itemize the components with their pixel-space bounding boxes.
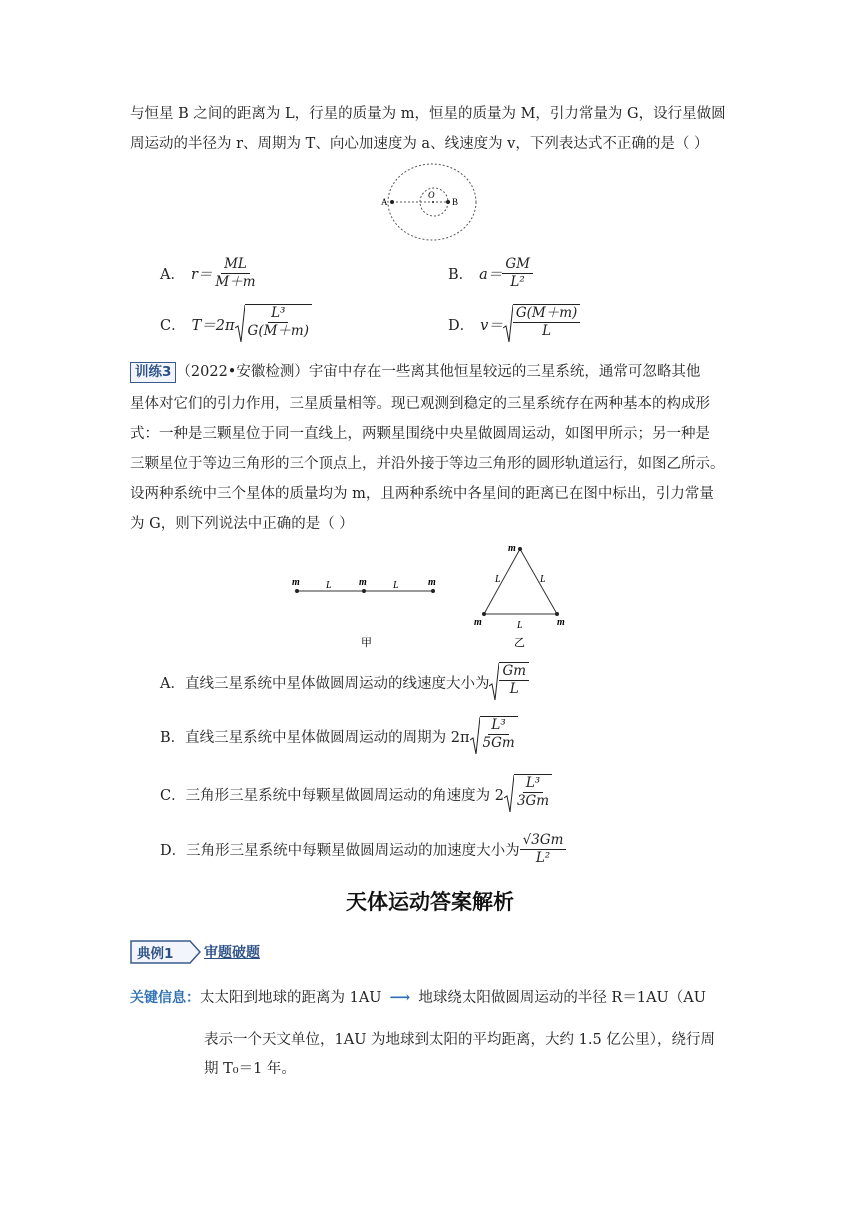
fraction [212,256,258,291]
numerator: Gm [499,663,529,681]
mass-label: m [359,577,367,588]
caption-yi: 乙 [514,636,525,649]
option-c [160,304,312,344]
option-b [160,716,518,756]
mass-label: m [557,617,565,628]
paragraph-line: 期 T₀＝1 年。 [204,1061,296,1077]
mass-label: m [292,577,300,588]
option-d [448,304,580,344]
numerator: ML [221,256,250,274]
denominator: G(M＋m) [247,323,309,339]
option-lhs: T＝2π [191,317,235,334]
training-badge: 训练3 [130,362,176,383]
square-root [470,716,518,756]
length-label: L [517,620,523,631]
option-lhs: r＝ [190,267,213,283]
label-o: O [428,190,435,200]
example-header [130,940,260,964]
denominator: 5Gm [482,735,515,751]
square-root [235,304,312,344]
option-d [160,832,566,867]
key-info-line [130,988,706,1008]
numerator: L³ [523,775,543,793]
numerator: G(M＋m) [513,305,580,323]
numerator: √3Gm [520,832,567,850]
key-info-text: 地球绕太阳做圆周运动的半径 R＝1AU（AU [418,990,706,1006]
option-b [448,256,533,291]
fraction [502,256,533,291]
denominator: M＋m [215,274,256,290]
paragraph-line: 式：一种是三颗星位于同一直线上，两颗星围绕中央星做圆周运动，如图甲所示；另一种是 [130,426,710,442]
denominator: L [542,323,552,339]
denominator: L² [535,850,551,866]
length-label: L [540,574,546,585]
square-root [489,662,529,702]
length-label: L [495,574,501,585]
three-star-diagram [286,540,576,652]
numerator: L³ [268,305,288,323]
option-label: D． [448,317,475,334]
mass-label: m [508,543,516,554]
section-title: 天体运动答案解析 [346,890,514,914]
paragraph-line: 星体对它们的引力作用，三星质量相等。现已观测到稳定的三星系统存在两种基本的构成形 [130,396,710,412]
key-info-text: 太太阳到地球的距离为 1AU [200,990,382,1006]
option-text: D．三角形三星系统中每颗星做圆周运动的加速度大小为 [160,843,520,859]
denominator: L [509,681,519,697]
paragraph-line: 为 G，则下列说法中正确的是（ ） [130,516,354,532]
badge-label: 典例1 [137,946,174,962]
paragraph-line [130,362,700,383]
example-badge [130,940,202,964]
option-a [160,256,259,291]
paragraph-line: 周运动的半径为 r、周期为 T、向心加速度为 a、线速度为 v，下列表达式不正确的是（ ） [130,136,709,152]
option-label: C． [160,317,186,334]
option-text: C．三角形三星系统中每颗星做圆周运动的角速度为 2 [160,787,504,804]
key-info-label: 关键信息： [130,990,200,1006]
denominator: L² [510,274,525,290]
square-root [504,774,552,814]
option-label: A． [160,267,185,283]
numerator: L³ [488,717,508,735]
length-label: L [326,580,332,591]
denominator: 3Gm [516,793,550,809]
fraction [520,832,567,867]
option-a [160,662,529,702]
length-label: L [393,580,399,591]
numerator: GM [502,256,533,274]
mass-label: m [474,617,482,628]
label-a: A [381,197,388,207]
option-lhs: a＝ [479,267,503,283]
paragraph-line: 与恒星 B 之间的距离为 L，行星的质量为 m，恒星的质量为 M，引力常量为 G，设行星做圆 [130,106,726,122]
square-root [503,304,580,344]
option-text: A．直线三星系统中星体做圆周运动的线速度大小为 [160,675,490,692]
example-subtitle: 审题破题 [204,945,260,961]
mass-label: m [428,577,436,588]
orbit-diagram [376,163,480,243]
caption-jia: 甲 [361,636,372,649]
paragraph-line: 三颗星位于等边三角形的三个顶点上，并沿外接于等边三角形的圆形轨道运行，如图乙所示。 [130,456,725,472]
option-label: B． [448,267,474,283]
option-c [160,774,552,814]
option-lhs: v＝ [480,317,503,334]
label-b: B [452,197,459,207]
paragraph-line: 表示一个天文单位，1AU 为地球到太阳的平均距离，大约 1.5 亿公里），绕行周 [204,1032,716,1048]
option-text: B．直线三星系统中星体做圆周运动的周期为 2π [160,729,470,746]
paragraph-line: 设两种系统中三个星体的质量均为 m，且两种系统中各星间的距离已在图中标出，引力常量 [130,486,714,502]
arrow-icon: ⟶ [389,989,411,1006]
paragraph-text: （2022•安徽检测）宇宙中存在一些离其他恒星较远的三星系统，通常可忽略其他 [176,364,701,380]
